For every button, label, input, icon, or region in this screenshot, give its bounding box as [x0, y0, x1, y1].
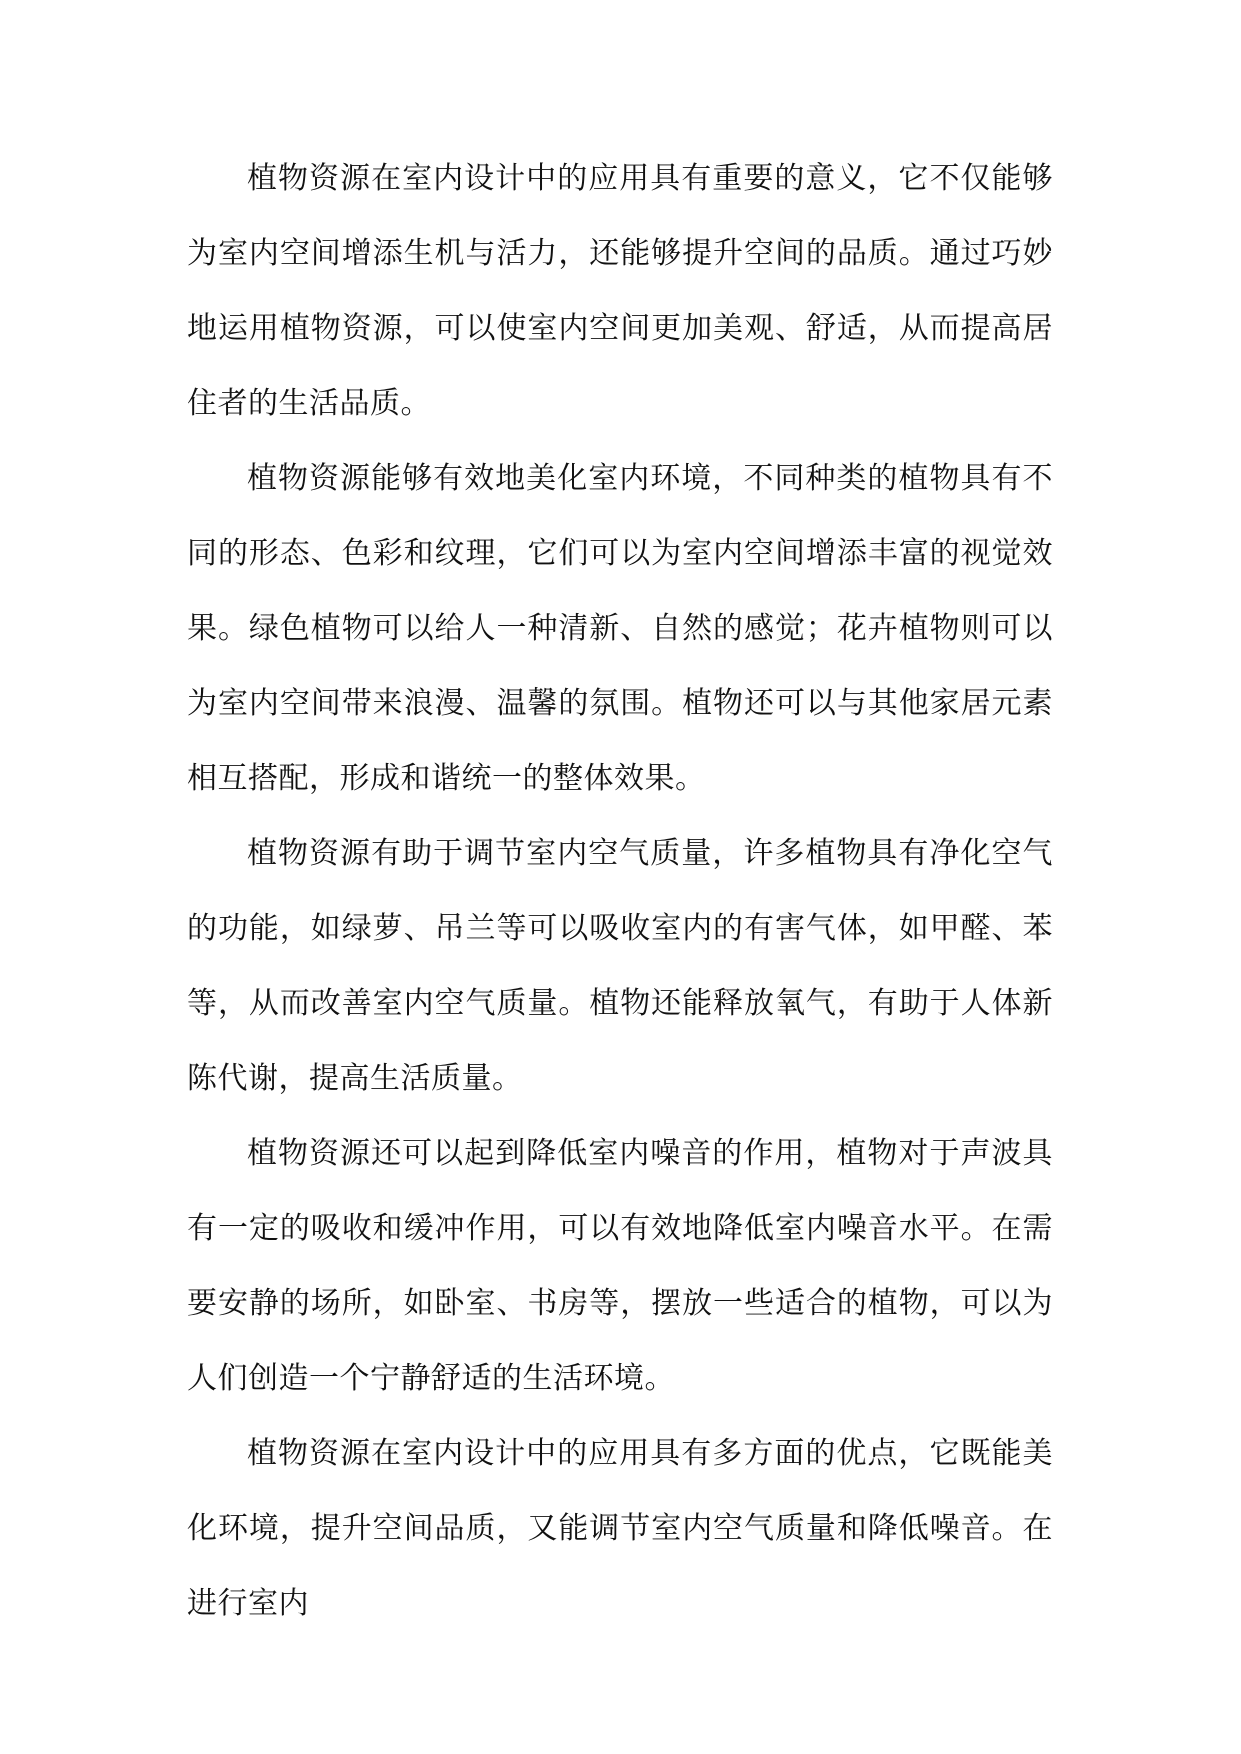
paragraph-4: 植物资源还可以起到降低室内噪音的作用，植物对于声波具有一定的吸收和缓冲作用，可以有效地降低室内噪音水平。在需要安静的场所，如卧室、书房等，摆放一些适合的植物，可以为人们创造一个宁静舒适的生活环境。 — [187, 1136, 1053, 1396]
paragraph-1: 植物资源在室内设计中的应用具有重要的意义，它不仅能够为室内空间增添生机与活力，还能够提升空间的品质。通过巧妙地运用植物资源，可以使室内空间更加美观、舒适，从而提高居住者的生活品质。 — [187, 161, 1053, 421]
paragraph-3: 植物资源有助于调节室内空气质量，许多植物具有净化空气的功能，如绿萝、吊兰等可以吸收室内的有害气体，如甲醛、苯等，从而改善室内空气质量。植物还能释放氧气，有助于人体新陈代谢，提高生活质量。 — [187, 836, 1053, 1096]
document-body — [187, 141, 1053, 1641]
paragraph-2: 植物资源能够有效地美化室内环境，不同种类的植物具有不同的形态、色彩和纹理，它们可以为室内空间增添丰富的视觉效果。绿色植物可以给人一种清新、自然的感觉；花卉植物则可以为室内空间带来浪漫、温馨的氛围。植物还可以与其他家居元素相互搭配，形成和谐统一的整体效果。 — [187, 461, 1053, 796]
paragraph-5: 植物资源在室内设计中的应用具有多方面的优点，它既能美化环境，提升空间品质，又能调节室内空气质量和降低噪音。在进行室内 — [187, 1436, 1053, 1621]
